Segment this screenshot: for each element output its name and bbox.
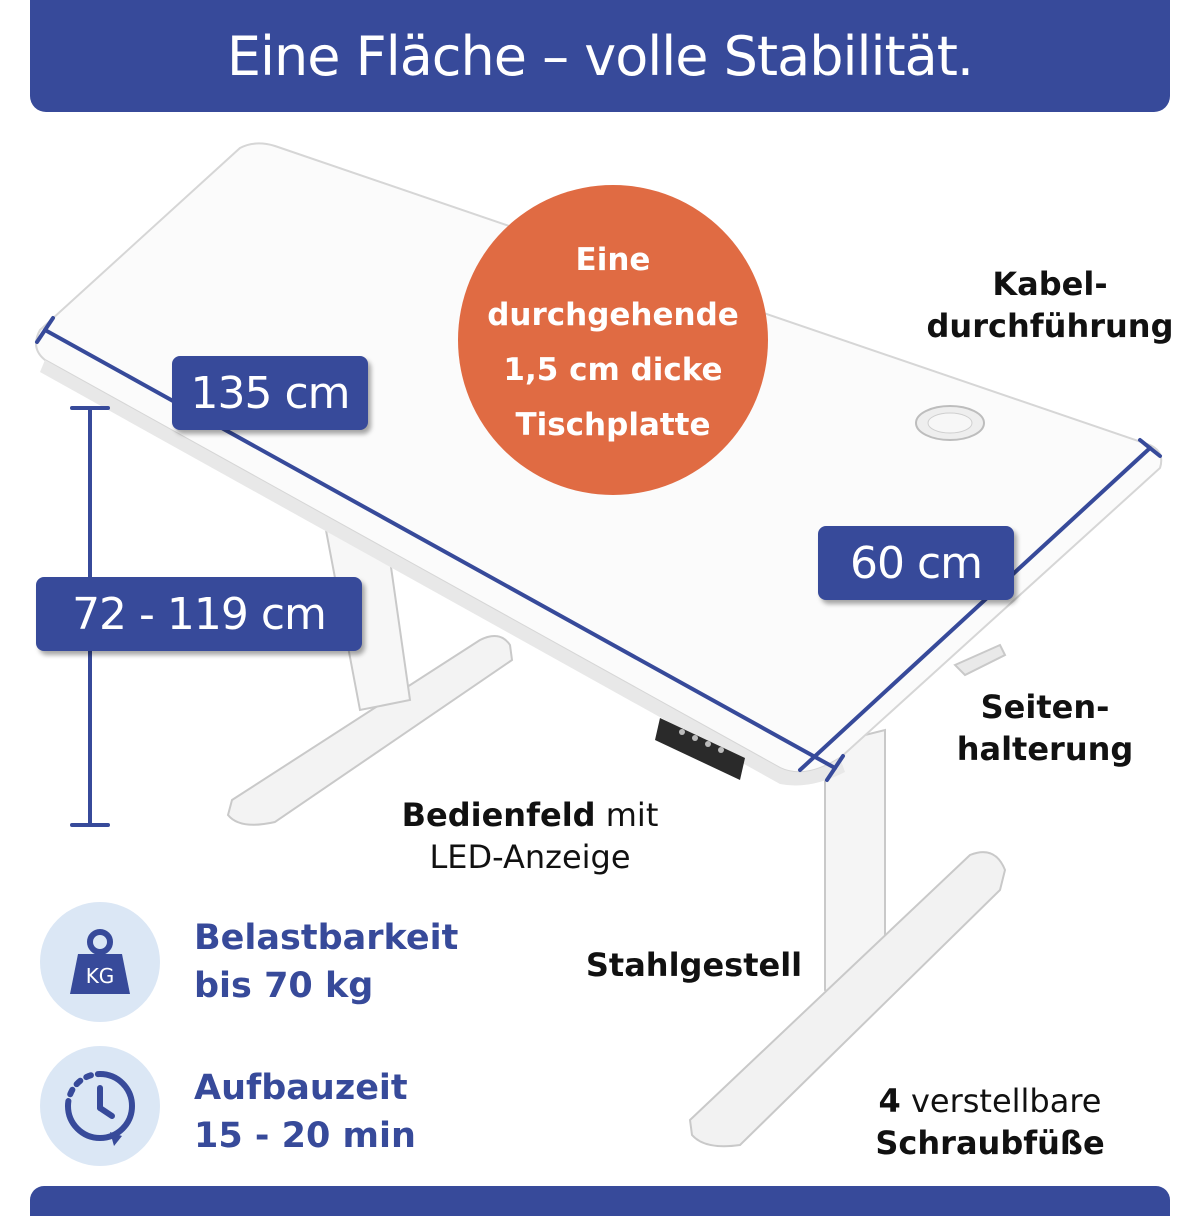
clock-icon: [40, 1046, 160, 1166]
control-panel-label-bold: Bedienfeld: [401, 796, 596, 834]
control-panel-label-rest: mit: [595, 796, 659, 834]
weight-icon-circle: [40, 902, 160, 1022]
adjustable-feet-label: [830, 1038, 1150, 1164]
weight-icon-text: KG: [85, 964, 115, 988]
cable-grommet-icon: [916, 406, 984, 440]
adjustable-feet-rest: verstellbare: [900, 1082, 1102, 1120]
width-dimension-label: 135 cm: [172, 356, 368, 430]
clock-icon-circle: [40, 1046, 160, 1166]
page-title: Eine Fläche – volle Stabilität.: [226, 24, 974, 88]
footer-banner: [30, 1186, 1170, 1216]
cable-management-label: Kabel- durchführung: [926, 265, 1174, 345]
tabletop-badge: [458, 185, 768, 495]
weight-kg-icon: [40, 902, 160, 1022]
assembly-time-text: Aufbauzeit 15 - 20 min: [194, 1068, 416, 1156]
steel-frame-label: Stahlgestell: [585, 946, 803, 984]
height-dimension-label: 72 - 119 cm: [36, 577, 362, 651]
side-bracket-label: Seiten- halterung: [956, 688, 1134, 768]
adjustable-feet-count: 4: [878, 1082, 901, 1120]
control-panel-label-line2: LED-Anzeige: [429, 838, 631, 876]
load-capacity-text: Belastbarkeit bis 70 kg: [194, 918, 459, 1006]
tabletop-badge-text: Eine durchgehende 1,5 cm dicke Tischplatte: [487, 242, 739, 443]
adjustable-feet-line2: Schraubfüße: [875, 1124, 1105, 1162]
depth-dimension-label: 60 cm: [818, 526, 1014, 600]
control-panel-label: [370, 752, 690, 878]
